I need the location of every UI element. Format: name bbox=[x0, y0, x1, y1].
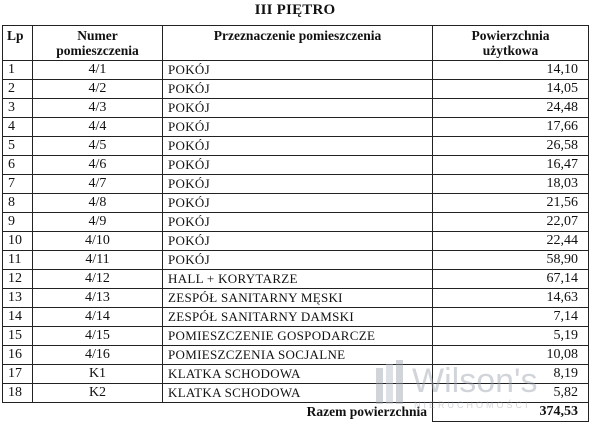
row-room-number: 4/11 bbox=[33, 251, 163, 270]
row-lp: 1 bbox=[3, 61, 33, 80]
table-row bbox=[3, 346, 589, 365]
row-room-number: K2 bbox=[33, 384, 163, 403]
row-room-number: 4/8 bbox=[33, 194, 163, 213]
row-usable-area: 24,48 bbox=[433, 99, 589, 118]
row-room-number: 4/15 bbox=[33, 327, 163, 346]
row-room-number: 4/3 bbox=[33, 99, 163, 118]
page-title: III PIĘTRO bbox=[254, 2, 336, 18]
row-room-number: 4/6 bbox=[33, 156, 163, 175]
table-row bbox=[3, 289, 589, 308]
table-row bbox=[3, 327, 589, 346]
row-room-number: 4/10 bbox=[33, 232, 163, 251]
row-lp: 5 bbox=[3, 137, 33, 156]
watermark-subtext: NIERUCHOMOŚCI bbox=[414, 400, 531, 410]
row-lp: 8 bbox=[3, 194, 33, 213]
table-row bbox=[3, 365, 589, 384]
row-lp: 15 bbox=[3, 327, 33, 346]
row-room-purpose: POKÓJ bbox=[163, 61, 433, 80]
row-lp: 17 bbox=[3, 365, 33, 384]
row-room-number: 4/4 bbox=[33, 118, 163, 137]
row-room-purpose: ZESPÓŁ SANITARNY DAMSKI bbox=[163, 308, 433, 327]
row-room-number: K1 bbox=[33, 365, 163, 384]
table-row bbox=[3, 194, 589, 213]
row-room-number: 4/14 bbox=[33, 308, 163, 327]
row-room-purpose: ZESPÓŁ SANITARNY MĘSKI bbox=[163, 289, 433, 308]
row-lp: 13 bbox=[3, 289, 33, 308]
row-room-number: 4/13 bbox=[33, 289, 163, 308]
header-usable-area-line1: Powierzchnia bbox=[471, 28, 550, 43]
row-usable-area: 5,82 bbox=[433, 384, 589, 403]
table-header-row bbox=[3, 26, 589, 61]
table-body bbox=[3, 61, 589, 403]
row-lp: 9 bbox=[3, 213, 33, 232]
row-room-number: 4/12 bbox=[33, 270, 163, 289]
row-usable-area: 22,44 bbox=[433, 232, 589, 251]
row-usable-area: 26,58 bbox=[433, 137, 589, 156]
header-lp: Lp bbox=[3, 26, 33, 61]
row-usable-area: 14,05 bbox=[433, 80, 589, 99]
row-usable-area: 22,07 bbox=[433, 213, 589, 232]
row-room-number: 4/5 bbox=[33, 137, 163, 156]
table-row bbox=[3, 308, 589, 327]
row-room-purpose: POKÓJ bbox=[163, 232, 433, 251]
row-lp: 16 bbox=[3, 346, 33, 365]
row-usable-area: 58,90 bbox=[433, 251, 589, 270]
rooms-table bbox=[2, 25, 589, 422]
row-usable-area: 67,14 bbox=[433, 270, 589, 289]
row-lp: 12 bbox=[3, 270, 33, 289]
row-room-purpose: POMIESZCZENIE GOSPODARCZE bbox=[163, 327, 433, 346]
row-room-purpose: POKÓJ bbox=[163, 118, 433, 137]
table-row bbox=[3, 175, 589, 194]
table-row bbox=[3, 137, 589, 156]
table-row bbox=[3, 232, 589, 251]
total-spacer bbox=[33, 403, 163, 422]
table-row bbox=[3, 251, 589, 270]
row-usable-area: 16,47 bbox=[433, 156, 589, 175]
row-usable-area: 7,14 bbox=[433, 308, 589, 327]
row-lp: 2 bbox=[3, 80, 33, 99]
row-usable-area: 8,19 bbox=[433, 365, 589, 384]
total-spacer bbox=[3, 403, 33, 422]
row-room-purpose: POKÓJ bbox=[163, 175, 433, 194]
table-row bbox=[3, 80, 589, 99]
header-room-number-line1: Numer bbox=[77, 28, 118, 43]
row-usable-area: 18,03 bbox=[433, 175, 589, 194]
row-room-number: 4/9 bbox=[33, 213, 163, 232]
row-room-purpose: POKÓJ bbox=[163, 80, 433, 99]
row-lp: 11 bbox=[3, 251, 33, 270]
table-row bbox=[3, 384, 589, 403]
row-usable-area: 14,10 bbox=[433, 61, 589, 80]
row-lp: 6 bbox=[3, 156, 33, 175]
row-room-purpose: POKÓJ bbox=[163, 251, 433, 270]
row-lp: 4 bbox=[3, 118, 33, 137]
row-usable-area: 10,08 bbox=[433, 346, 589, 365]
row-usable-area: 14,63 bbox=[433, 289, 589, 308]
table-row bbox=[3, 270, 589, 289]
row-lp: 18 bbox=[3, 384, 33, 403]
row-room-number: 4/1 bbox=[33, 61, 163, 80]
row-room-purpose: POKÓJ bbox=[163, 213, 433, 232]
watermark-brand: Wilson's bbox=[412, 362, 538, 400]
row-room-purpose: POKÓJ bbox=[163, 99, 433, 118]
row-room-purpose: POKÓJ bbox=[163, 137, 433, 156]
table-row bbox=[3, 99, 589, 118]
row-lp: 3 bbox=[3, 99, 33, 118]
row-room-number: 4/7 bbox=[33, 175, 163, 194]
total-value: 374,53 bbox=[433, 403, 589, 422]
row-room-purpose: HALL + KORYTARZE bbox=[163, 270, 433, 289]
table-row bbox=[3, 156, 589, 175]
header-room-purpose: Przeznaczenie pomieszczenia bbox=[163, 26, 433, 61]
header-room-number bbox=[33, 26, 163, 61]
row-usable-area: 17,66 bbox=[433, 118, 589, 137]
table-row bbox=[3, 213, 589, 232]
row-room-purpose: KLATKA SCHODOWA bbox=[163, 365, 433, 384]
table-row bbox=[3, 118, 589, 137]
row-usable-area: 5,19 bbox=[433, 327, 589, 346]
row-room-purpose: POKÓJ bbox=[163, 194, 433, 213]
header-usable-area-line2: użytkowa bbox=[482, 43, 539, 58]
header-usable-area bbox=[433, 26, 589, 61]
row-room-purpose: POKÓJ bbox=[163, 156, 433, 175]
row-room-number: 4/2 bbox=[33, 80, 163, 99]
row-usable-area: 21,56 bbox=[433, 194, 589, 213]
total-row bbox=[3, 403, 589, 422]
row-lp: 10 bbox=[3, 232, 33, 251]
header-room-number-line2: pomieszczenia bbox=[56, 43, 139, 58]
row-lp: 7 bbox=[3, 175, 33, 194]
row-room-purpose: POMIESZCZENIA SOCJALNE bbox=[163, 346, 433, 365]
row-room-number: 4/16 bbox=[33, 346, 163, 365]
total-label: Razem powierzchnia bbox=[306, 404, 427, 420]
row-lp: 14 bbox=[3, 308, 33, 327]
row-room-purpose: KLATKA SCHODOWA bbox=[163, 384, 433, 403]
table-row bbox=[3, 61, 589, 80]
